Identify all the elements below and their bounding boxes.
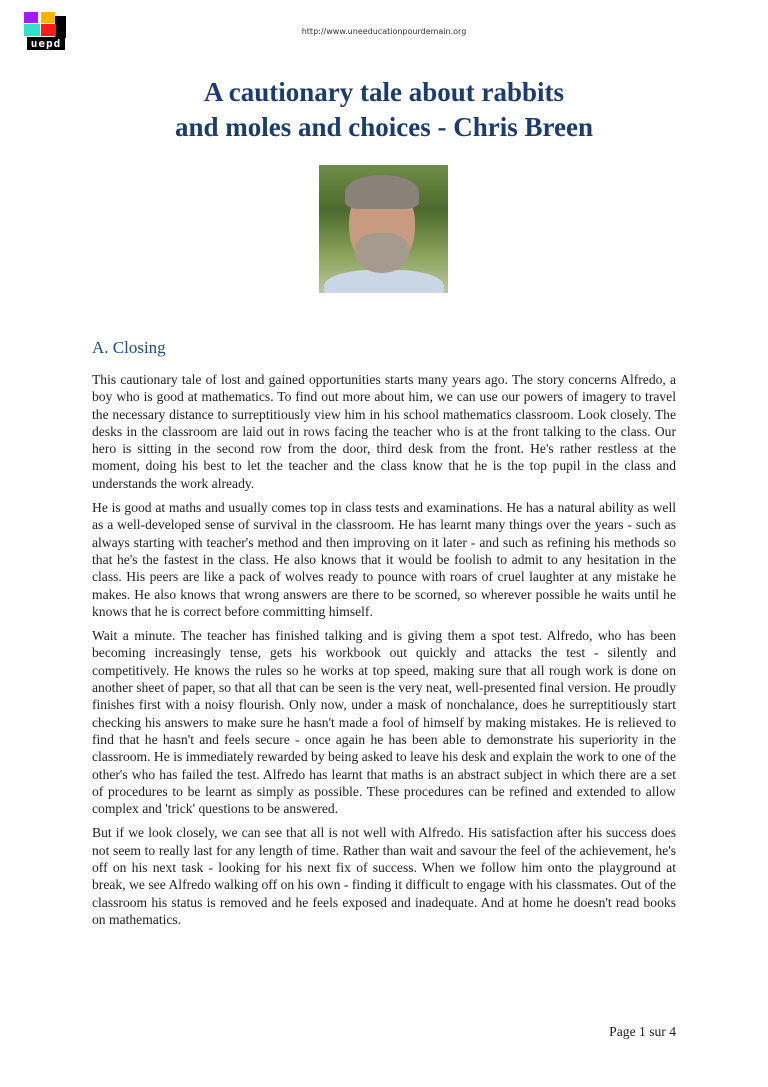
logo-text: uepd — [27, 37, 65, 50]
section-heading: A. Closing — [92, 338, 166, 357]
header-url[interactable]: http://www.uneeducationpourdemain.org — [301, 27, 467, 36]
page-number: Page 1 sur 4 — [609, 1024, 676, 1039]
paragraph: But if we look closely, we can see that all is not well with Alfredo. His satisfaction after his success does not seem to really last for any length of time. Rather than wait and savour the feel of the achievement, he's off on his next task - looking for his next fix of success. When we follow him onto the playground at break, we see Alfredo walking off on his own - finding it difficult to engage with his classmates. Out of the classroom his status is removed and he feels exposed and inadequate. And at home he doesn't read books on mathematics. — [92, 825, 676, 927]
paragraph: This cautionary tale of lost and gained opportunities starts many years ago. The story concerns Alfredo, a boy who is good at mathematics. To find out more about him, we can use our powers of imagery to travel the necessary distance to surreptitiously view him in his school mathematics classroom. Look closely. The desks in the classroom are laid out in rows facing the teacher who is at the front talking to the class. Our hero is sitting in the second row from the door, third desk from the front. He's rather restless at the moment, doing his best to let the teacher and the class know that he is the top pupil in the class and understands the work already. — [92, 372, 676, 491]
paragraph: Wait a minute. The teacher has finished talking and is giving them a spot test. Alfredo, who has been becoming increasingly tense, gets his workbook out quickly and attacks the test - silently and competitively. He knows the rules so he works at top speed, making sure that all rough work is done on another sheet of paper, so that all that can be seen is the very neat, well-presented final version. He proudly finishes first with a noisy flourish. Only now, under a mask of nonchalance, does he surreptitiously start checking his answers to make sure he hasn't made a fool of himself by making mistakes. He is relieved to find that he hasn't and feels secure - once again he has been able to demonstrate his superiority in the classroom. He is immediately rewarded by being asked to leave his desk and explain the work to one of the other's who has failed the test. Alfredo has learnt that maths is an abstract subject in which there are a set of procedures to be learnt as simply as possible. These procedures can be refined and extended to allow complex and 'trick' questions to be answered. — [92, 628, 676, 817]
paragraph: He is good at maths and usually comes top in class tests and examinations. He has a natural ability as well as a well-developed sense of survival in the classroom. He has learnt many things over the years - such as always starting with teacher's method and then improving on it later - and such as refining his methods so that he's the fastest in the class. He also knows that it would be foolish to admit to any hesitation in the class. His peers are like a pack of wolves ready to pounce with roars of cruel laughter at any mistake he makes. He also knows that wrong answers are there to be scorned, so wherever possible he waits until he knows that he is correct before committing himself. — [92, 500, 676, 619]
photo-hair — [345, 175, 419, 209]
page-title — [0, 75, 768, 145]
title-line-1: A cautionary tale about rabbits — [203, 77, 565, 107]
author-photo — [319, 165, 448, 293]
photo-beard — [355, 233, 409, 273]
section-body — [92, 371, 676, 935]
photo-shirt — [324, 270, 444, 293]
logo-square-purple — [24, 12, 38, 23]
title-line-2: and moles and choices - Chris Breen — [174, 112, 593, 142]
logo-square-orange — [41, 12, 55, 23]
